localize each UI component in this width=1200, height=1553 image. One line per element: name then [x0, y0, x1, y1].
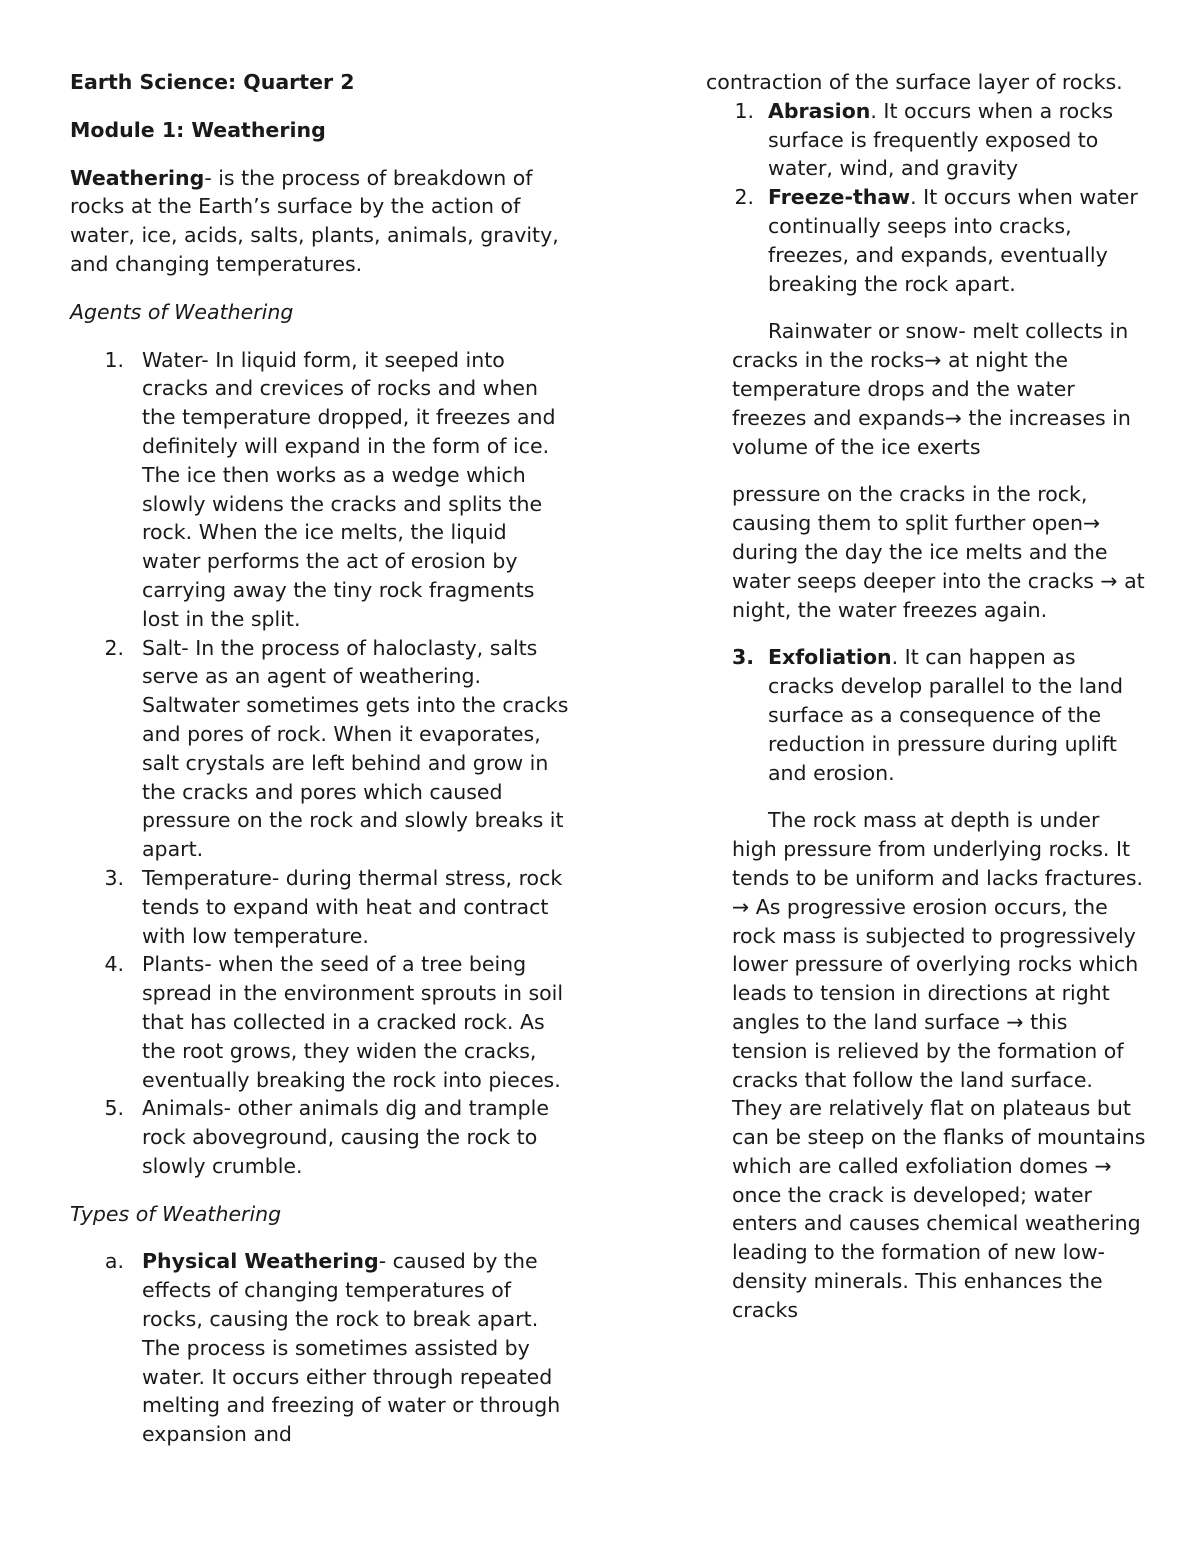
list-item [70, 1094, 570, 1180]
exfoliation-paragraph: The rock mass at depth is under high pressure from underlying rocks. It tends to be uniform and lacks fractures. → As progressive erosion occurs, the rock mass is subjected to progressively lower pressure of overlying rocks which leads to tension in directions at right angles to the land surface → this tension is relieved by the formation of cracks that follow the land surface. They are relatively flat on plateaus but can be steep on the flanks of mountains which are called exfoliation domes → once the crack is developed; water enters and causes chemical weathering leading to the formation of new low-density minerals. This enhances the cracks [732, 808, 1146, 1322]
list-item [70, 634, 570, 864]
types-list [70, 1247, 570, 1449]
left-column [70, 68, 570, 1449]
list-number: 5. [104, 1096, 124, 1121]
list-item [706, 183, 1146, 298]
freeze-thaw-term: Freeze-thaw [768, 185, 911, 210]
agent-text: Plants- when the seed of a tree being spread in the environment sprouts in soil that has collected in a cracked rock. As the root grows, they widen the cracks, eventually breaking the rock into pieces. [142, 952, 564, 1092]
abrasion-term: Abrasion [768, 98, 871, 123]
freeze-thaw-text: . It occurs when water continually seeps into cracks, freezes, and expands, eventually breaking the rock apart. [768, 185, 1138, 296]
list-number: 1. [734, 98, 754, 123]
agents-list [70, 346, 570, 1181]
document-title: Earth Science: Quarter 2 [70, 70, 355, 94]
agent-text: Animals- other animals dig and trample rock aboveground, causing the rock to slowly crumble. [142, 1096, 549, 1178]
list-item [70, 950, 570, 1094]
list-number: 2. [104, 635, 124, 660]
list-item [70, 1247, 570, 1449]
exfoliation-explanation [706, 806, 1146, 1324]
list-number: 2. [734, 185, 754, 210]
right-column [706, 68, 1146, 1325]
agents-heading: Agents of Weathering [70, 299, 294, 324]
physical-term: Physical Weathering [142, 1249, 379, 1274]
exfoliation-list [706, 643, 1146, 787]
types-heading: Types of Weathering [70, 1201, 282, 1226]
physical-subtypes-list [706, 97, 1146, 299]
exfoliation-term: Exfoliation [768, 645, 892, 670]
agent-text: Temperature- during thermal stress, rock tends to expand with heat and contract with low temperature. [142, 865, 563, 948]
abrasion-text: . It occurs when a rocks surface is frequently exposed to water, wind, and gravity [768, 98, 1114, 181]
definition-text: - is the process of breakdown of rocks at the Earth’s surface by the action of water, ice, acids, salts, plants, animals, gravity, and changing temperatures. [70, 165, 559, 276]
list-number: 3. [104, 865, 124, 890]
exfoliation-text: . It can happen as cracks develop parallel to the land surface as a consequence of the reduction in pressure during uplift and erosion. [768, 645, 1124, 785]
physical-text: - caused by the effects of changing temperatures of rocks, causing the rock to break apart. The process is sometimes assisted by water. It occurs either through repeated melting and freezing of water or through expansion and [142, 1249, 561, 1447]
list-number: 1. [104, 347, 124, 372]
list-number: a. [104, 1249, 124, 1274]
weathering-definition [70, 164, 570, 279]
module-title: Module 1: Weathering [70, 117, 326, 142]
list-item [706, 643, 1146, 787]
list-number: 3. [731, 645, 754, 670]
definition-term: Weathering [70, 165, 205, 190]
list-item [70, 864, 570, 950]
continuation-text: contraction of the surface layer of rocks. [706, 70, 1123, 94]
agent-text: Water- In liquid form, it seeped into cracks and crevices of rocks and when the temperature dropped, it freezes and definitely will expand in the form of ice. The ice then works as a wedge which slowly widens the cracks and splits the rock. When the ice melts, the liquid water performs the act of erosion by carrying away the tiny rock fragments lost in the split. [142, 347, 556, 631]
freeze-thaw-paragraph-1: Rainwater or snow- melt collects in cracks in the rocks→ at night the temperature drops and the water freezes and expands→ the increases in volume of the ice exerts [732, 319, 1131, 459]
list-number: 4. [104, 952, 124, 977]
list-item [70, 346, 570, 634]
freeze-thaw-explanation [706, 317, 1146, 624]
freeze-thaw-paragraph-2: pressure on the cracks in the rock, causing them to split further open→ during the day the ice melts and the water seeps deeper into the cracks → at night, the water freezes again. [732, 482, 1145, 622]
list-item [706, 97, 1146, 183]
agent-text: Salt- In the process of haloclasty, salts serve as an agent of weathering. Saltwater sometimes gets into the cracks and pores of rock. When it evaporates, salt crystals are left behind and grow in the cracks and pores which caused pressure on the rock and slowly breaks it apart. [142, 635, 569, 862]
